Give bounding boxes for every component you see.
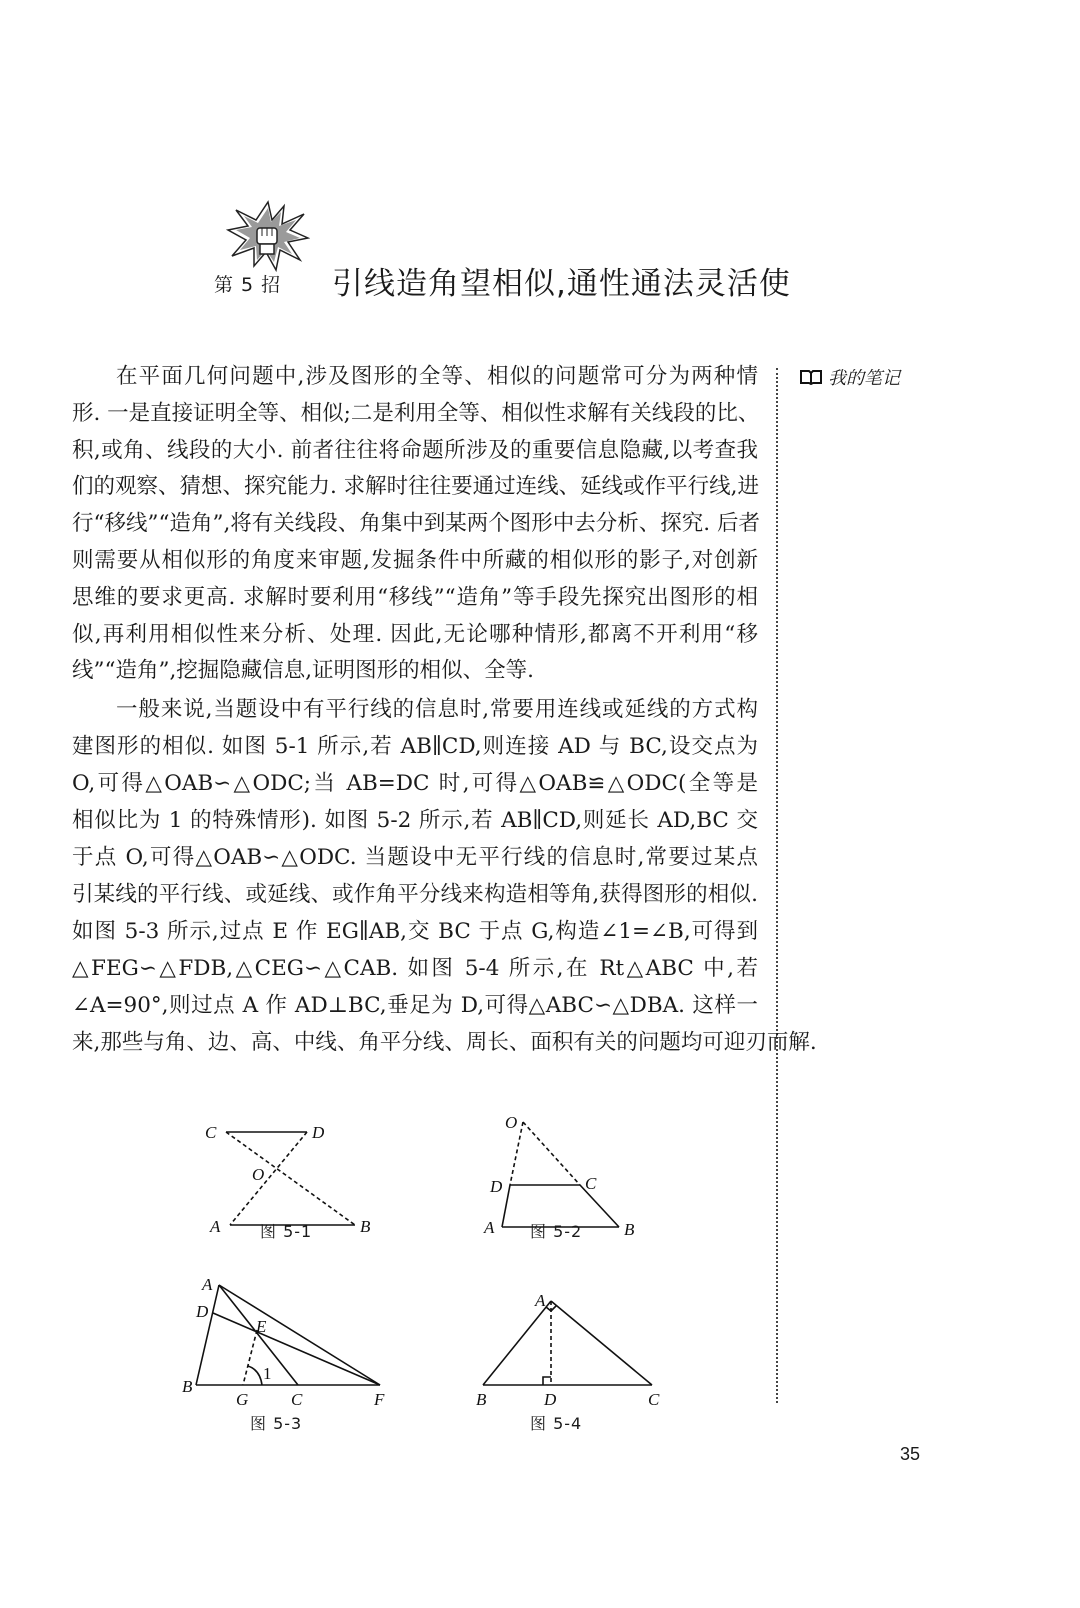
fig2-segment-od [510, 1122, 523, 1185]
fig2-segment-oc [523, 1122, 580, 1185]
body-line: 引某线的平行线、或延线、或作角平分线来构造相等角,获得图形的相似. [72, 882, 758, 907]
my-notes-label [800, 364, 900, 390]
body-line: 来,那些与角、边、高、中线、角平分线、周长、面积有关的问题均可迎刃而解. [72, 1030, 817, 1055]
fig3-segment-ab [196, 1285, 219, 1385]
fig3-label-a: A [202, 1275, 213, 1294]
fig4-label-b: B [476, 1390, 487, 1409]
fig1-segment-cb [226, 1132, 355, 1225]
fist-starburst-icon [226, 200, 310, 272]
chapter-number: 第 5 招 [214, 274, 282, 296]
fig4-segment-ac [551, 1301, 652, 1385]
body-line: 相似比为 1 的特殊情形). 如图 5-2 所示,若 AB∥CD,则延长 AD,BC 交 [72, 808, 758, 833]
fig3-angle-arc [248, 1366, 262, 1385]
body-line: 行“移线”“造角”,将有关线段、角集中到某两个图形中去分析、探究. 后者 [72, 511, 760, 537]
fig4-right-angle-a [546, 1306, 556, 1311]
fig3-label-g: G [236, 1390, 249, 1409]
fig1-label-a: A [210, 1217, 221, 1236]
figure-5-4-caption: 图 5-4 [530, 1414, 583, 1433]
fig3-label-e: E [256, 1317, 267, 1336]
fig2-label-d: D [490, 1177, 503, 1196]
fig3-label-c: C [291, 1390, 303, 1409]
fig2-label-c: C [585, 1174, 597, 1193]
fig4-label-c: C [648, 1390, 660, 1409]
book-icon [800, 369, 822, 385]
fig2-label-o: O [505, 1113, 518, 1132]
body-line: 一般来说,当题设中有平行线的信息时,常要用连线或延线的方式构 [116, 697, 758, 722]
fig2-label-b: B [624, 1220, 635, 1239]
body-line: 于点 O,可得△OAB∽△ODC. 当题设中无平行线的信息时,常要过某点 [72, 845, 758, 870]
fig3-label-d: D [196, 1302, 209, 1321]
fig1-label-b: B [360, 1217, 371, 1236]
fig1-label-o: O [252, 1165, 265, 1184]
body-line: 积,或角、线段的大小. 前者往往将命题所涉及的重要信息隐藏,以考查我 [72, 437, 758, 463]
fig3-segment-af [219, 1285, 380, 1385]
fig3-segment-df [213, 1313, 380, 1385]
fig4-segment-ab [483, 1301, 551, 1385]
body-line: 似,再利用相似性来分析、处理. 因此,无论哪种情形,都离不开利用“移 [72, 621, 758, 647]
figure-5-1-caption: 图 5-1 [260, 1222, 313, 1241]
body-line: 思维的要求更高. 求解时要利用“移线”“造角”等手段先探究出图形的相 [72, 584, 758, 610]
chapter-title: 引线造角望相似,通性通法灵活使 [332, 266, 791, 302]
my-notes-text: 我的笔记 [828, 368, 900, 389]
fig2-segment-da [502, 1185, 510, 1227]
fig2-label-a: A [484, 1218, 495, 1237]
body-line: O,可得△OAB∽△ODC;当 AB=DC 时,可得△OAB≌△ODC(全等是 [72, 771, 758, 796]
fig4-label-a: A [535, 1291, 546, 1310]
fig1-segment-da [230, 1132, 307, 1225]
fig3-label-f: F [374, 1390, 385, 1409]
page-number: 35 [900, 1444, 921, 1464]
figure-5-2-caption: 图 5-2 [530, 1222, 583, 1241]
body-line: 们的观察、猜想、探究能力. 求解时往往要通过连线、延线或作平行线,进 [72, 474, 760, 500]
fig4-right-angle-d [543, 1377, 551, 1385]
body-line: 在平面几何问题中,涉及图形的全等、相似的问题常可分为两种情 [116, 364, 758, 389]
body-line: 则需要从相似形的角度来审题,发掘条件中所藏的相似形的影子,对创新 [72, 548, 758, 573]
body-line: △FEG∽△FDB,△CEG∽△CAB. 如图 5-4 所示,在 Rt△ABC 中,若 [72, 956, 758, 981]
figure-5-3-caption: 图 5-3 [250, 1414, 303, 1433]
body-line: 线”“造角”,挖掘隐藏信息,证明图形的相似、全等. [72, 658, 534, 684]
body-line: 建图形的相似. 如图 5-1 所示,若 AB∥CD,则连接 AD 与 BC,设交点为 [72, 734, 758, 759]
fig2-segment-cb [580, 1185, 619, 1227]
fig3-label-b: B [182, 1377, 193, 1396]
body-line: 如图 5-3 所示,过点 E 作 EG∥AB,交 BC 于点 G,构造∠1=∠B,可得到 [72, 919, 758, 944]
body-line: 形. 一是直接证明全等、相似;二是利用全等、相似性求解有关线段的比、 [72, 400, 760, 426]
fig3-label-angle: 1 [263, 1364, 272, 1383]
fig3-segment-ac [219, 1285, 298, 1385]
fig4-label-d: D [544, 1390, 557, 1409]
fig1-label-c: C [205, 1123, 217, 1142]
fig1-label-d: D [312, 1123, 325, 1142]
body-line: ∠A=90°,则过点 A 作 AD⊥BC,垂足为 D,可得△ABC∽△DBA. 这样一 [72, 993, 758, 1018]
notes-divider [776, 368, 778, 1403]
fig3-segment-eg [243, 1330, 257, 1385]
